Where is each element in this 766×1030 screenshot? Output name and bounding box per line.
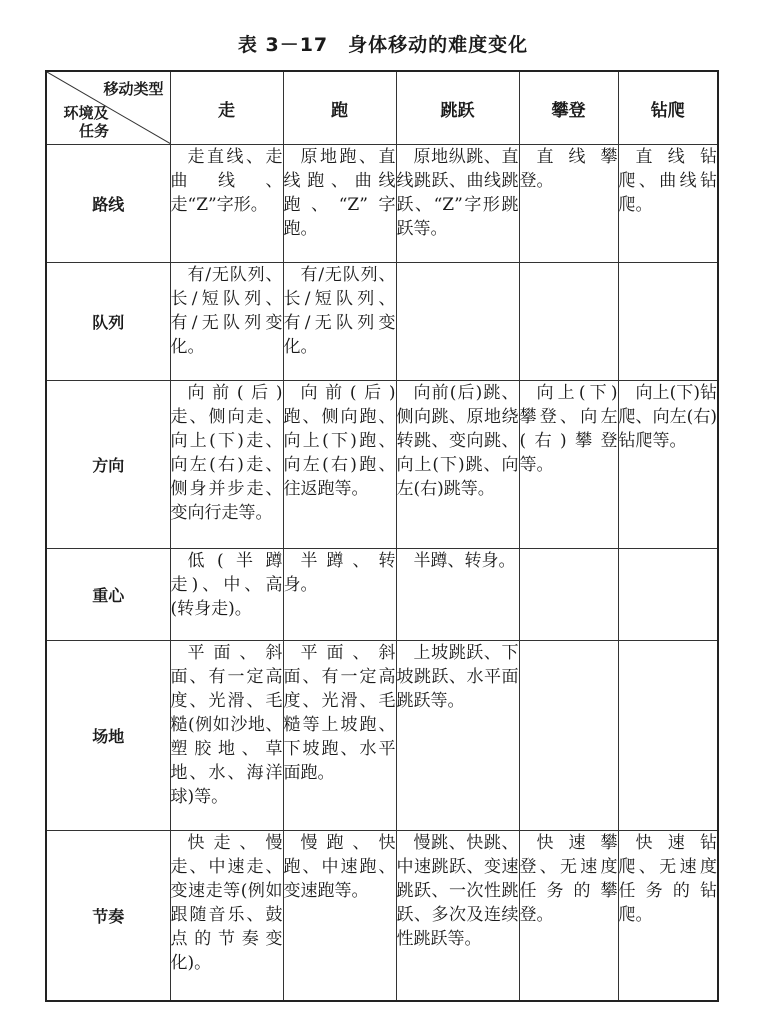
table-cell: 平面、斜面、有一定高度、光滑、毛糙等上坡跑、下坡跑、水平面跑。 <box>283 641 396 831</box>
col-header-jump: 跳跃 <box>396 71 519 145</box>
corner-cell <box>46 71 170 145</box>
row-header-direction: 方向 <box>46 381 170 549</box>
col-header-run: 跑 <box>283 71 396 145</box>
row-formation <box>46 263 718 381</box>
table-cell <box>519 641 618 831</box>
table-cell: 向前(后)跳、侧向跳、原地绕转跳、变向跳、向上(下)跳、向左(右)跳等。 <box>396 381 519 549</box>
row-center-of-gravity <box>46 549 718 641</box>
table-cell: 慢跳、快跳、中速跳跃、变速跳跃、一次性跳跃、多次及连续性跳跃等。 <box>396 831 519 1001</box>
difficulty-table <box>45 70 719 1002</box>
corner-row-label: 环境及 任务 <box>63 104 109 140</box>
table-cell: 快走、慢走、中速走、变速走等(例如跟随音乐、鼓点的节奏变化)。 <box>170 831 283 1001</box>
row-header-center-of-gravity: 重心 <box>46 549 170 641</box>
table-cell: 走直线、走曲线、走“Z”字形。 <box>170 145 283 263</box>
table-cell <box>396 263 519 381</box>
row-venue <box>46 641 718 831</box>
col-header-walk: 走 <box>170 71 283 145</box>
table-cell <box>618 549 718 641</box>
row-direction <box>46 381 718 549</box>
table-cell: 向前(后)跑、侧向跑、向上(下)跑、向左(右)跑、往返跑等。 <box>283 381 396 549</box>
row-rhythm <box>46 831 718 1001</box>
col-header-crawl: 钻爬 <box>618 71 718 145</box>
table-cell: 半蹲、转身。 <box>396 549 519 641</box>
table-cell: 有/无队列、长/短队列、有/无队列变化。 <box>170 263 283 381</box>
table-cell: 平面、斜面、有一定高度、光滑、毛糙(例如沙地、塑胶地、草地、水、海洋球)等。 <box>170 641 283 831</box>
row-route <box>46 145 718 263</box>
table-cell <box>618 263 718 381</box>
table-cell: 原地跑、直线跑、曲线跑、“Z”字跑。 <box>283 145 396 263</box>
table-cell: 原地纵跳、直线跳跃、曲线跳跃、“Z”字形跳跃等。 <box>396 145 519 263</box>
table-cell <box>519 549 618 641</box>
table-cell: 半蹲、转身。 <box>283 549 396 641</box>
table-cell: 向上(下)钻爬、向左(右)钻爬等。 <box>618 381 718 549</box>
table-cell: 直线钻爬、曲线钻爬。 <box>618 145 718 263</box>
table-cell: 直线攀登。 <box>519 145 618 263</box>
table-cell <box>519 263 618 381</box>
table-caption: 表 3－17 身体移动的难度变化 <box>237 34 529 56</box>
row-header-rhythm: 节奏 <box>46 831 170 1001</box>
corner-column-label: 移动类型 <box>103 80 164 98</box>
table-cell: 慢跑、快跑、中速跑、变速跑等。 <box>283 831 396 1001</box>
table-cell: 上坡跳跃、下坡跳跃、水平面跳跃等。 <box>396 641 519 831</box>
row-header-route: 路线 <box>46 145 170 263</box>
row-header-formation: 队列 <box>46 263 170 381</box>
table-cell: 低(半蹲走)、中、高(转身走)。 <box>170 549 283 641</box>
table-cell: 快速攀登、无速度任务的攀登。 <box>519 831 618 1001</box>
row-header-venue: 场地 <box>46 641 170 831</box>
table-cell <box>618 641 718 831</box>
table-cell: 快速钻爬、无速度任务的钻爬。 <box>618 831 718 1001</box>
col-header-climb: 攀登 <box>519 71 618 145</box>
table-cell: 有/无队列、长/短队列、有/无队列变化。 <box>283 263 396 381</box>
table-cell: 向前(后)走、侧向走、向上(下)走、向左(右)走、侧身并步走、变向行走等。 <box>170 381 283 549</box>
table-cell: 向上(下)攀登、向左(右)攀登等。 <box>519 381 618 549</box>
header-row <box>46 71 718 145</box>
